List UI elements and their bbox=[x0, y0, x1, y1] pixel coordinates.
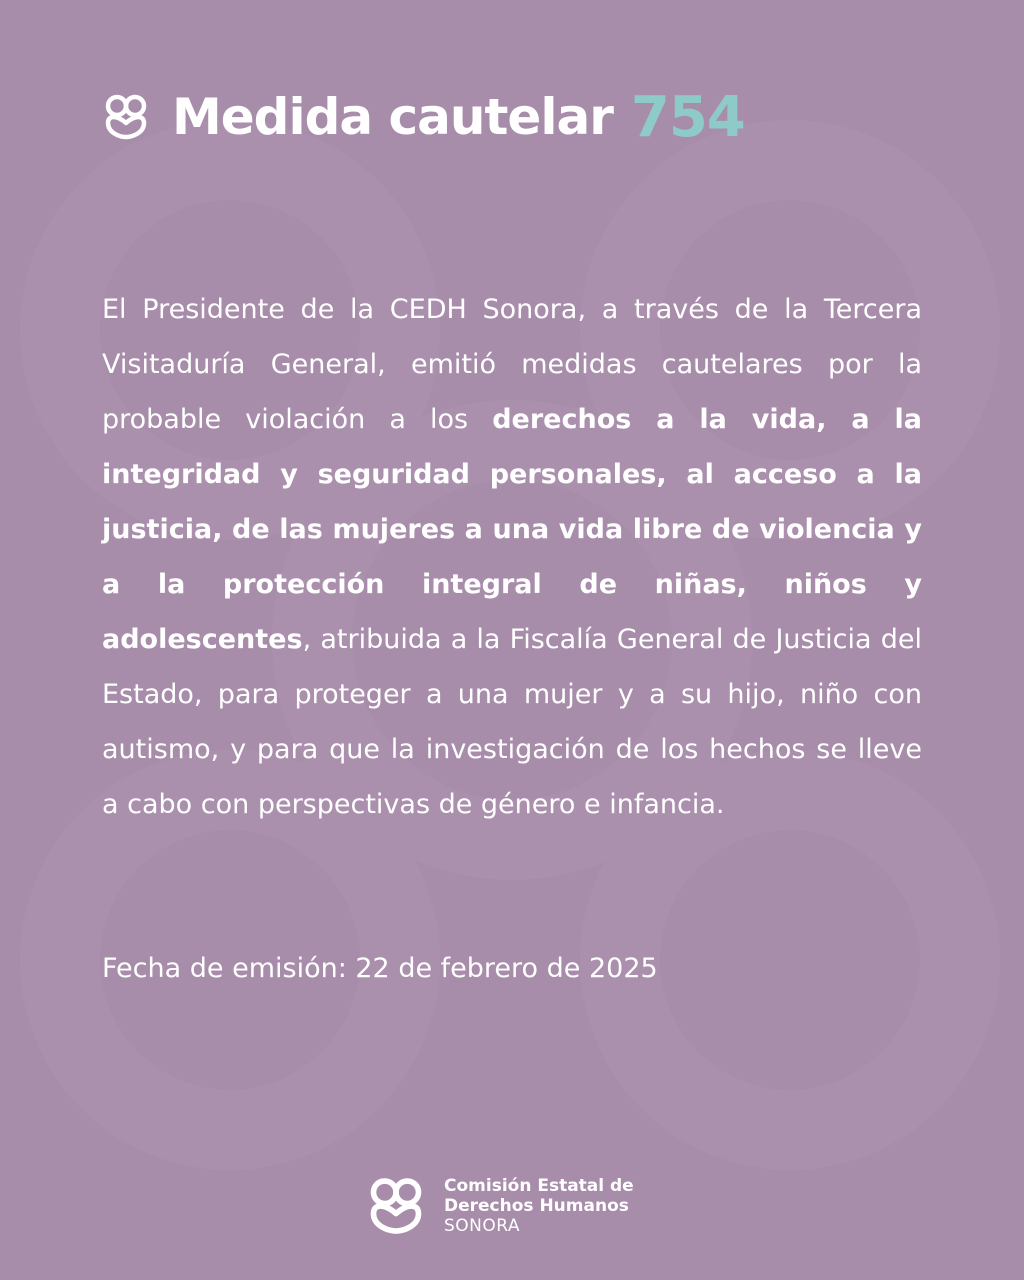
body-rights: derechos a la vida, a la integridad y seguridad personales, al acceso a la justicia, de las mujeres a una vida libre de violencia y a la protección integral de niñas, niños y adolescentes bbox=[102, 404, 922, 655]
footer-line-3: SONORA bbox=[444, 1216, 521, 1236]
footer-line-1: Comisión Estatal de bbox=[444, 1176, 634, 1196]
body-rest: , atribuida a la Fiscalía General de Justicia del Estado, para proteger a una mujer y a su hijo, niño con autismo, y para que la investigación de los hechos se lleve a cabo con perspectivas de género e infancia. bbox=[102, 624, 922, 820]
footer-line-2: Derechos Humanos bbox=[444, 1196, 629, 1216]
measure-number: 754 bbox=[630, 84, 745, 150]
issue-date: Fecha de emisión: 22 de febrero de 2025 bbox=[102, 953, 658, 984]
page-title: Medida cautelar bbox=[172, 88, 613, 146]
body-intro: El Presidente de la CEDH Sonora, a través de la Tercera Visitaduría General, emitió medidas cautelares por la probable violación a los bbox=[102, 294, 922, 435]
cedh-logo-icon bbox=[102, 93, 150, 141]
footer-text bbox=[444, 1176, 634, 1236]
cedh-logo-icon bbox=[366, 1176, 426, 1236]
footer-logo bbox=[366, 1176, 634, 1236]
header bbox=[102, 82, 745, 152]
body-paragraph bbox=[102, 282, 922, 832]
